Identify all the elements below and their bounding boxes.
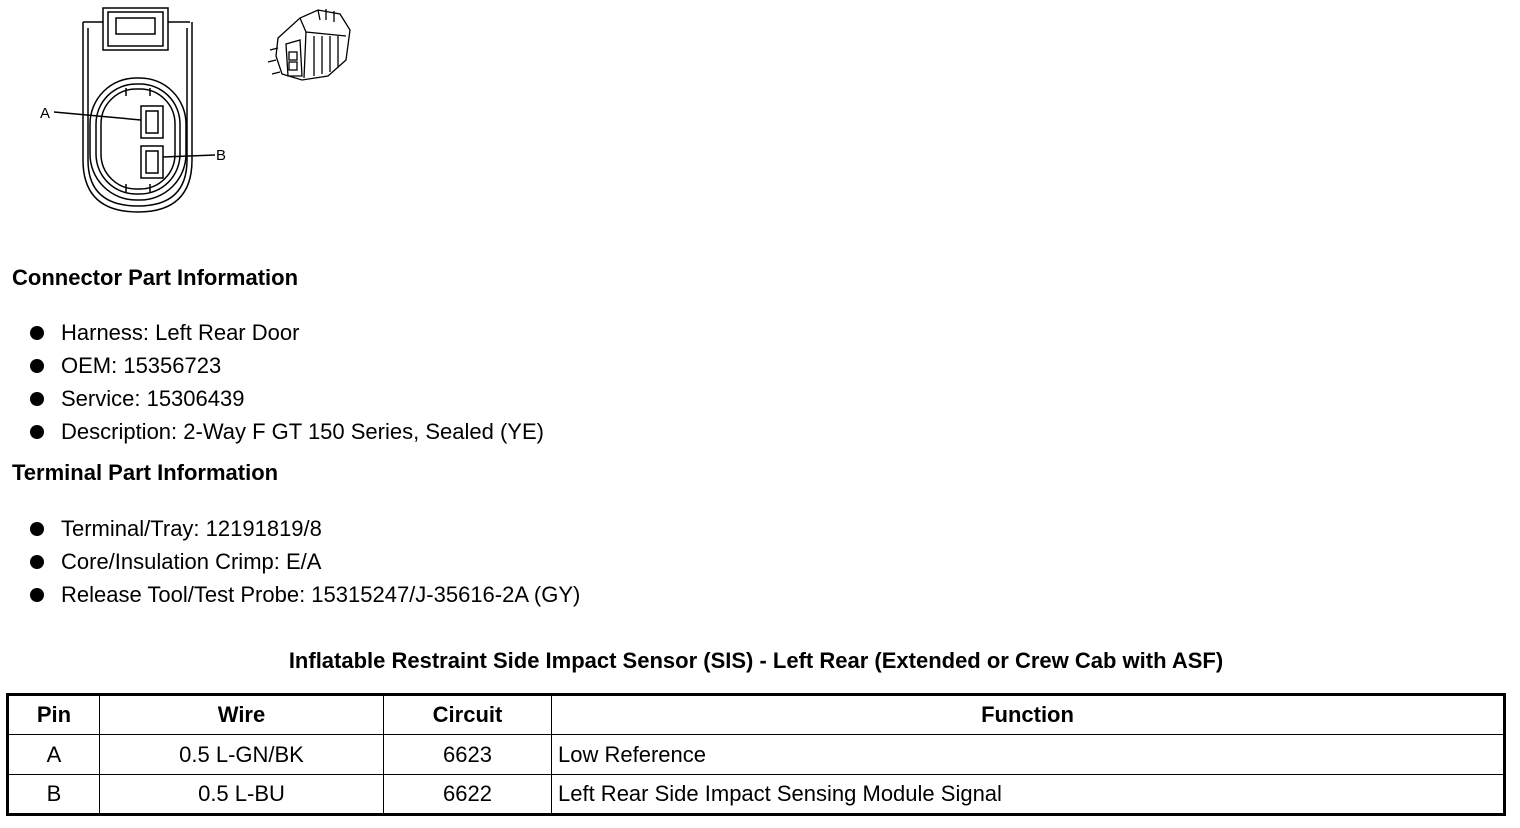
- cell-function: Left Rear Side Impact Sensing Module Signal: [552, 775, 1505, 815]
- pinout-table: [6, 693, 1506, 816]
- pin-a-label: A: [40, 105, 51, 122]
- header-function: Function: [552, 695, 1505, 735]
- header-wire: Wire: [100, 695, 384, 735]
- cell-function: Low Reference: [552, 735, 1505, 775]
- cell-pin: A: [8, 735, 100, 775]
- bullet-icon: [30, 326, 44, 340]
- connector-iso-view: [268, 9, 350, 80]
- terminal-heading: Terminal Part Information: [12, 460, 279, 485]
- connector-diagram: [0, 0, 380, 225]
- cell-pin: B: [8, 775, 100, 815]
- bullet-icon: [30, 588, 44, 602]
- header-pin: Pin: [8, 695, 100, 735]
- connector-heading: Connector Part Information: [12, 265, 299, 290]
- cell-wire: 0.5 L-BU: [100, 775, 384, 815]
- bullet-icon: [30, 359, 44, 373]
- table-header-row: [8, 695, 1505, 735]
- header-circuit: Circuit: [384, 695, 552, 735]
- cell-circuit: 6623: [384, 735, 552, 775]
- cell-circuit: 6622: [384, 775, 552, 815]
- table-row: [8, 775, 1505, 815]
- bullet-icon: [30, 522, 44, 536]
- table-title: Inflatable Restraint Side Impact Sensor (SIS) - Left Rear (Extended or Crew Cab with ASF): [288, 648, 1224, 673]
- bullet-icon: [30, 392, 44, 406]
- bullet-icon: [30, 425, 44, 439]
- cell-wire: 0.5 L-GN/BK: [100, 735, 384, 775]
- table-row: [8, 735, 1505, 775]
- pin-b-label: B: [216, 147, 227, 164]
- bullet-icon: [30, 555, 44, 569]
